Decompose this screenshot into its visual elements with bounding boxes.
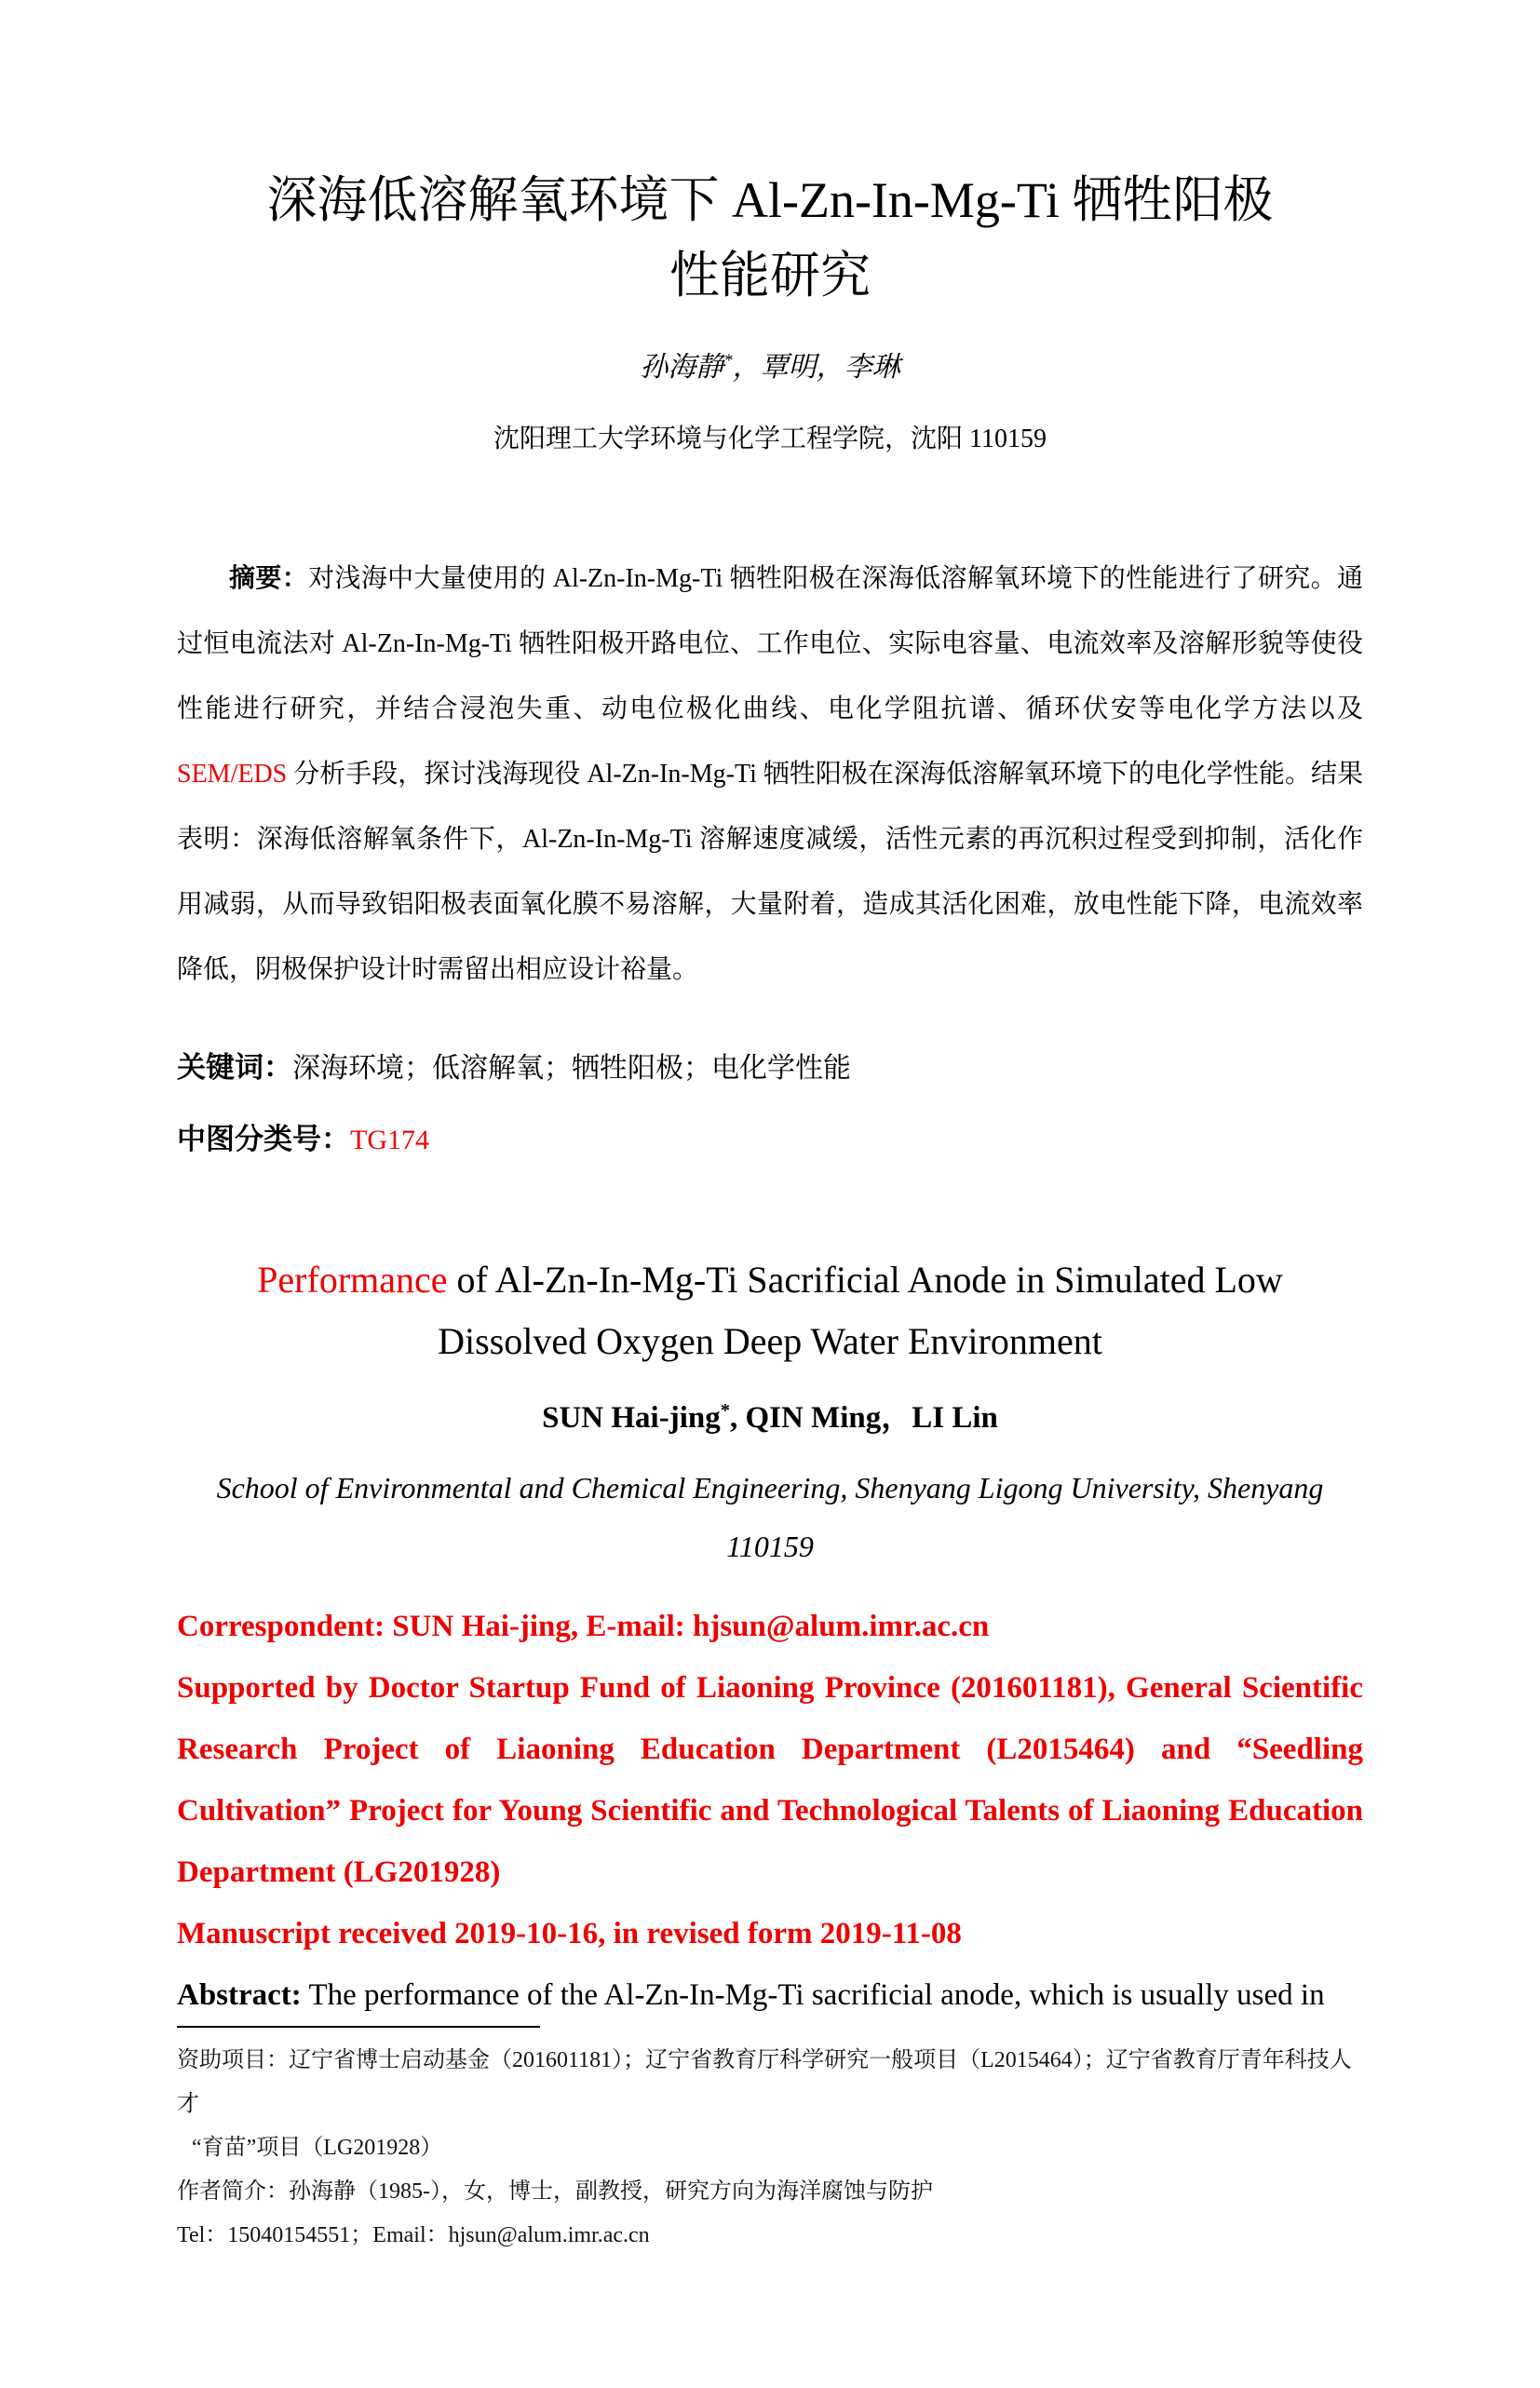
corresponding-author-star: * bbox=[723, 351, 733, 371]
footnote bbox=[177, 2026, 1363, 2258]
manuscript-received-line: Manuscript received 2019-10-16, in revised form 2019-11-08 bbox=[177, 1917, 962, 1951]
keywords-row bbox=[177, 1044, 1363, 1093]
paper-title-en bbox=[202, 1249, 1338, 1372]
footnote-author-bio-line: 作者简介：孙海静（1985-），女，博士，副教授，研究方向为海洋腐蚀与防护 bbox=[177, 2179, 933, 2205]
authors-en bbox=[177, 1393, 1363, 1437]
authors-zh-rest: ，覃明，李琳 bbox=[732, 352, 900, 383]
abstract-zh-text-2: 分析手段，探讨浅海现役 Al-Zn-In-Mg-Ti 牺牲阳极在深海低溶解氧环境下的电化学性能。结果表明：深海低溶解氧条件下，Al-Zn-In-Mg-Ti 溶解速度减缓，活性元素的再沉积过程受到抑制，活化作用减弱，从而导致铝阳极表面氧化膜不易溶解，大量附着，造成其活化困难，放电性能下降，电流效率降低，阴极保护设计时需留出相应设计裕量。 bbox=[177, 760, 1363, 984]
abstract-zh-text-1: 对浅海中大量使用的 Al-Zn-In-Mg-Ti 牺牲阳极在深海低溶解氧环境下的性能进行了研究。通过恒电流法对 Al-Zn-In-Mg-Ti 牺牲阳极开路电位、工作电位、实际电容量、电流效率及溶解形貌等使役性能进行研究，并结合浸泡失重、动电位极化曲线、电化学阻抗谱、循环伏安等电化学方法以及 bbox=[177, 564, 1363, 723]
clc-label: 中图分类号： bbox=[177, 1122, 350, 1155]
affiliation-en: School of Environmental and Chemical Engineering, Shenyang Ligong University, Shenyang 110159 bbox=[216, 1471, 1324, 1563]
footnote-divider bbox=[177, 2026, 540, 2028]
footnote-funding-line-2: “育苗”项目（LG201928） bbox=[192, 2136, 443, 2161]
abstract-zh-label: 摘要： bbox=[229, 564, 309, 593]
paper-title-zh: 深海低溶解氧环境下 Al-Zn-In-Mg-Ti 牺牲阳极性能研究 bbox=[266, 172, 1274, 304]
abstract-en-label: Abstract: bbox=[177, 1978, 302, 2013]
author-zh-lead: 孙海静 bbox=[640, 352, 724, 383]
keywords-label: 关键词： bbox=[177, 1051, 292, 1084]
footnote-contact-line: Tel：15040154551；Email：hjsun@alum.imr.ac.cn bbox=[177, 2223, 650, 2248]
abstract-zh bbox=[177, 546, 1363, 1003]
english-section bbox=[177, 1249, 1363, 2026]
correspondent-line: Correspondent: SUN Hai-jing, E-mail: hjsun@alum.imr.ac.cn bbox=[177, 1610, 990, 1644]
clc-value: TG174 bbox=[350, 1124, 429, 1155]
authors-zh bbox=[177, 344, 1363, 385]
author-en-lead: SUN Hai-jing bbox=[542, 1401, 721, 1436]
authors-en-rest: , QIN Ming，LI Lin bbox=[729, 1401, 998, 1436]
abstract-en bbox=[177, 1964, 1363, 2026]
title-en-rest: of Al-Zn-In-Mg-Ti Sacrificial Anode in Simulated Low Dissolved Oxygen Deep Water Environment bbox=[438, 1259, 1283, 1363]
footnote-funding-line: 资助项目：辽宁省博士启动基金（201601181）；辽宁省教育厅科学研究一般项目（L2015464）；辽宁省教育厅青年科技人才 bbox=[177, 2048, 1352, 2117]
sem-eds-highlight: SEM/EDS bbox=[177, 760, 288, 789]
keywords-value: 深海环境；低溶解氧；牺牲阳极；电化学性能 bbox=[292, 1053, 851, 1084]
corresponding-author-star-en: * bbox=[720, 1400, 730, 1422]
clc-row bbox=[177, 1115, 1363, 1165]
supported-by-line: Supported by Doctor Startup Fund of Liaoning Province (201601181), General Scientific Research Project of Liaoning Education Department (L2015464) and “Seedling Cultivation” Project for Young Scientific and Technological Talents of Liaoning Education Department (LG201928) bbox=[177, 1671, 1363, 1890]
abstract-en-text: The performance of the Al-Zn-In-Mg-Ti sacrificial anode, which is usually used in bbox=[301, 1978, 1325, 2013]
affiliation-zh: 沈阳理工大学环境与化学工程学院，沈阳 110159 bbox=[493, 425, 1047, 453]
title-en-highlight: Performance bbox=[257, 1259, 448, 1302]
